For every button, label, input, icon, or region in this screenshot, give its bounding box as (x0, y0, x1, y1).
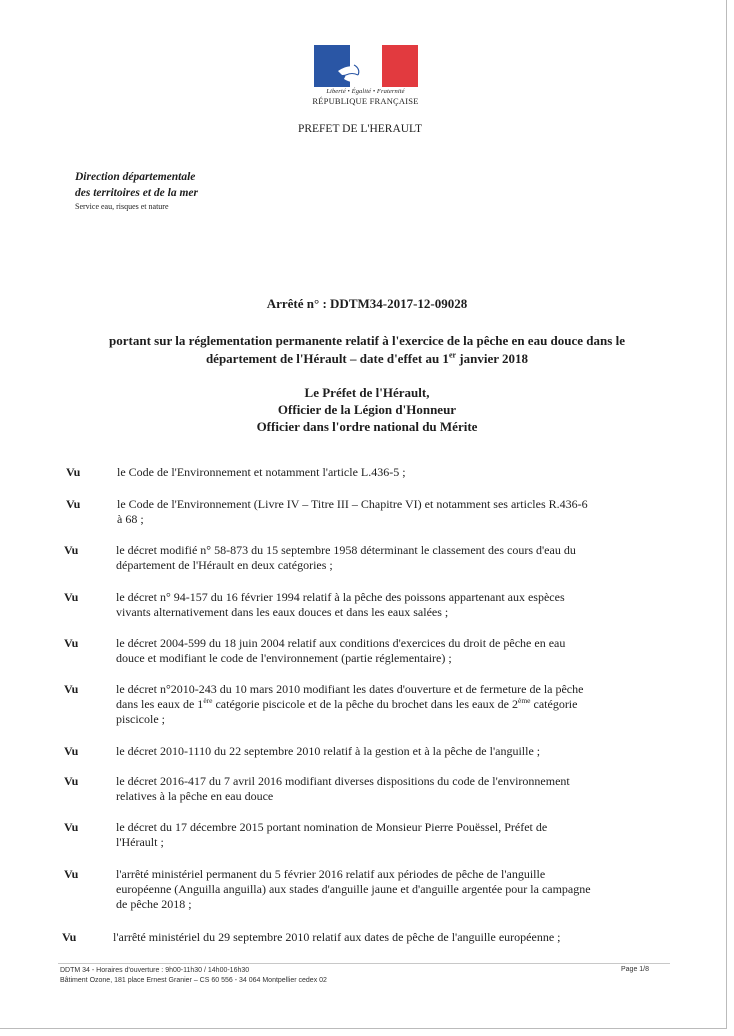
subject-line-2-text: département de l'Hérault – date d'effet au 1 (205, 351, 449, 366)
vu-label: Vu (64, 636, 79, 650)
vu-label: Vu (64, 543, 79, 557)
republic-motto: Liberté • Égalité • Fraternité (326, 88, 405, 95)
footer-address: Bâtiment Ozone, 181 place Ernest Granier – CS 60 556 - 34 064 Montpellier cedex 02 (60, 977, 327, 984)
prefecture-name: PREFET DE L'HERAULT (297, 123, 423, 135)
vu-line: douce et modifiant le code de l'environnement (partie réglementaire) ; (116, 651, 452, 665)
vu-superscript: ère (203, 696, 213, 705)
arrete-number: Arrêté n° : DDTM34-2017-12-09028 (266, 296, 468, 311)
page-number: Page 1/8 (621, 966, 650, 973)
vu-line: européenne (Anguilla anguilla) aux stades d'anguille jaune et d'anguille argentée pour la campagne (116, 882, 591, 896)
footer-hours: DDTM 34 - Horaires d'ouverture : 9h00-11h30 / 14h00-16h30 (60, 967, 250, 974)
vu-text (116, 543, 680, 573)
vu-line: le décret n° 94-157 du 16 février 1994 relatif à la pêche des poissons appartenant aux espèces (116, 590, 565, 604)
subject-superscript: er (448, 350, 457, 360)
vu-line: le décret n°2010-243 du 10 mars 2010 modifiant les dates d'ouverture et de fermeture de la pêche (116, 682, 584, 696)
vu-line-part: catégorie piscicole et de la pêche du brochet dans les eaux de 2 (212, 697, 518, 711)
vu-line: le Code de l'Environnement (Livre IV – Titre III – Chapitre VI) et notamment ses articles R.436-6 (117, 497, 588, 511)
vu-text (116, 682, 680, 727)
vu-label: Vu (64, 774, 79, 788)
vu-label: Vu (66, 465, 81, 479)
direction-service: Service eau, risques et nature (75, 202, 169, 211)
subject-line-1: portant sur la réglementation permanente relatif à l'exercice de la pêche en eau douce dans le (109, 333, 625, 348)
vu-line: l'arrêté ministériel du 29 septembre 2010 relatif aux dates de pêche de l'anguille européenne ; (113, 930, 561, 944)
vu-line: le décret 2016-417 du 7 avril 2016 modifiant diverses dispositions du code de l'environnement (116, 774, 570, 788)
republic-name: RÉPUBLIQUE FRANÇAISE (312, 96, 419, 106)
footer-divider (58, 963, 670, 964)
vu-label: Vu (64, 590, 79, 604)
vu-line: l'Hérault ; (116, 835, 164, 849)
arrete-subject (60, 332, 674, 368)
vu-line: de pêche 2018 ; (116, 897, 192, 911)
subject-line-2 (60, 350, 674, 368)
prefect-title-1: Le Préfet de l'Hérault, (304, 385, 430, 400)
vu-line-part: dans les eaux de 1 (116, 697, 204, 711)
prefect-titles (0, 384, 734, 435)
vu-line: le Code de l'Environnement et notamment l'article L.436-5 ; (117, 465, 406, 479)
vu-line: piscicole ; (116, 712, 165, 726)
vu-line: relatives à la pêche en eau douce (116, 789, 274, 803)
footer (60, 966, 327, 986)
vu-label: Vu (66, 497, 81, 511)
vu-text (116, 636, 680, 666)
vu-line: le décret 2004-599 du 18 juin 2004 relatif aux conditions d'exercices du droit de pêche en eau (116, 636, 566, 650)
vu-text (116, 590, 680, 620)
marianne-logo-icon (314, 45, 418, 87)
vu-text (117, 465, 677, 480)
vu-label: Vu (64, 744, 79, 758)
vu-label: Vu (64, 867, 79, 881)
vu-superscript: ème (518, 696, 531, 705)
direction-block (75, 169, 198, 212)
vu-text (117, 497, 677, 527)
vu-line (116, 697, 680, 712)
vu-line: le décret du 17 décembre 2015 portant nomination de Monsieur Pierre Pouëssel, Préfet de (116, 820, 548, 834)
vu-label: Vu (64, 682, 79, 696)
direction-line-1: Direction départementale (75, 171, 196, 183)
vu-line: vivants alternativement dans les eaux douces et dans les eaux salées ; (116, 605, 449, 619)
vu-line: le décret 2010-1110 du 22 septembre 2010 relatif à la gestion et à la pêche de l'anguille ; (116, 744, 541, 758)
direction-line-2: des territoires et de la mer (75, 187, 198, 199)
vu-line: l'arrêté ministériel permanent du 5 février 2016 relatif aux périodes de pêche de l'anguille (116, 867, 546, 881)
vu-text (116, 744, 680, 759)
vu-text (116, 867, 680, 912)
vu-line: département de l'Hérault en deux catégories ; (116, 558, 333, 572)
vu-label: Vu (64, 820, 79, 834)
vu-label: Vu (62, 930, 77, 944)
republic-logo (308, 45, 423, 106)
prefect-title-2: Officier de la Légion d'Honneur (277, 402, 457, 417)
vu-line: à 68 ; (117, 512, 144, 526)
vu-line: le décret modifié n° 58-873 du 15 septembre 1958 déterminant le classement des cours d'eau du (116, 543, 576, 557)
vu-text (116, 774, 680, 804)
vu-line-part: catégorie (530, 697, 578, 711)
prefect-title-3: Officier dans l'ordre national du Mérite (256, 419, 478, 434)
subject-line-2-end: janvier 2018 (456, 351, 529, 366)
vu-text (113, 930, 679, 945)
vu-text (116, 820, 680, 850)
